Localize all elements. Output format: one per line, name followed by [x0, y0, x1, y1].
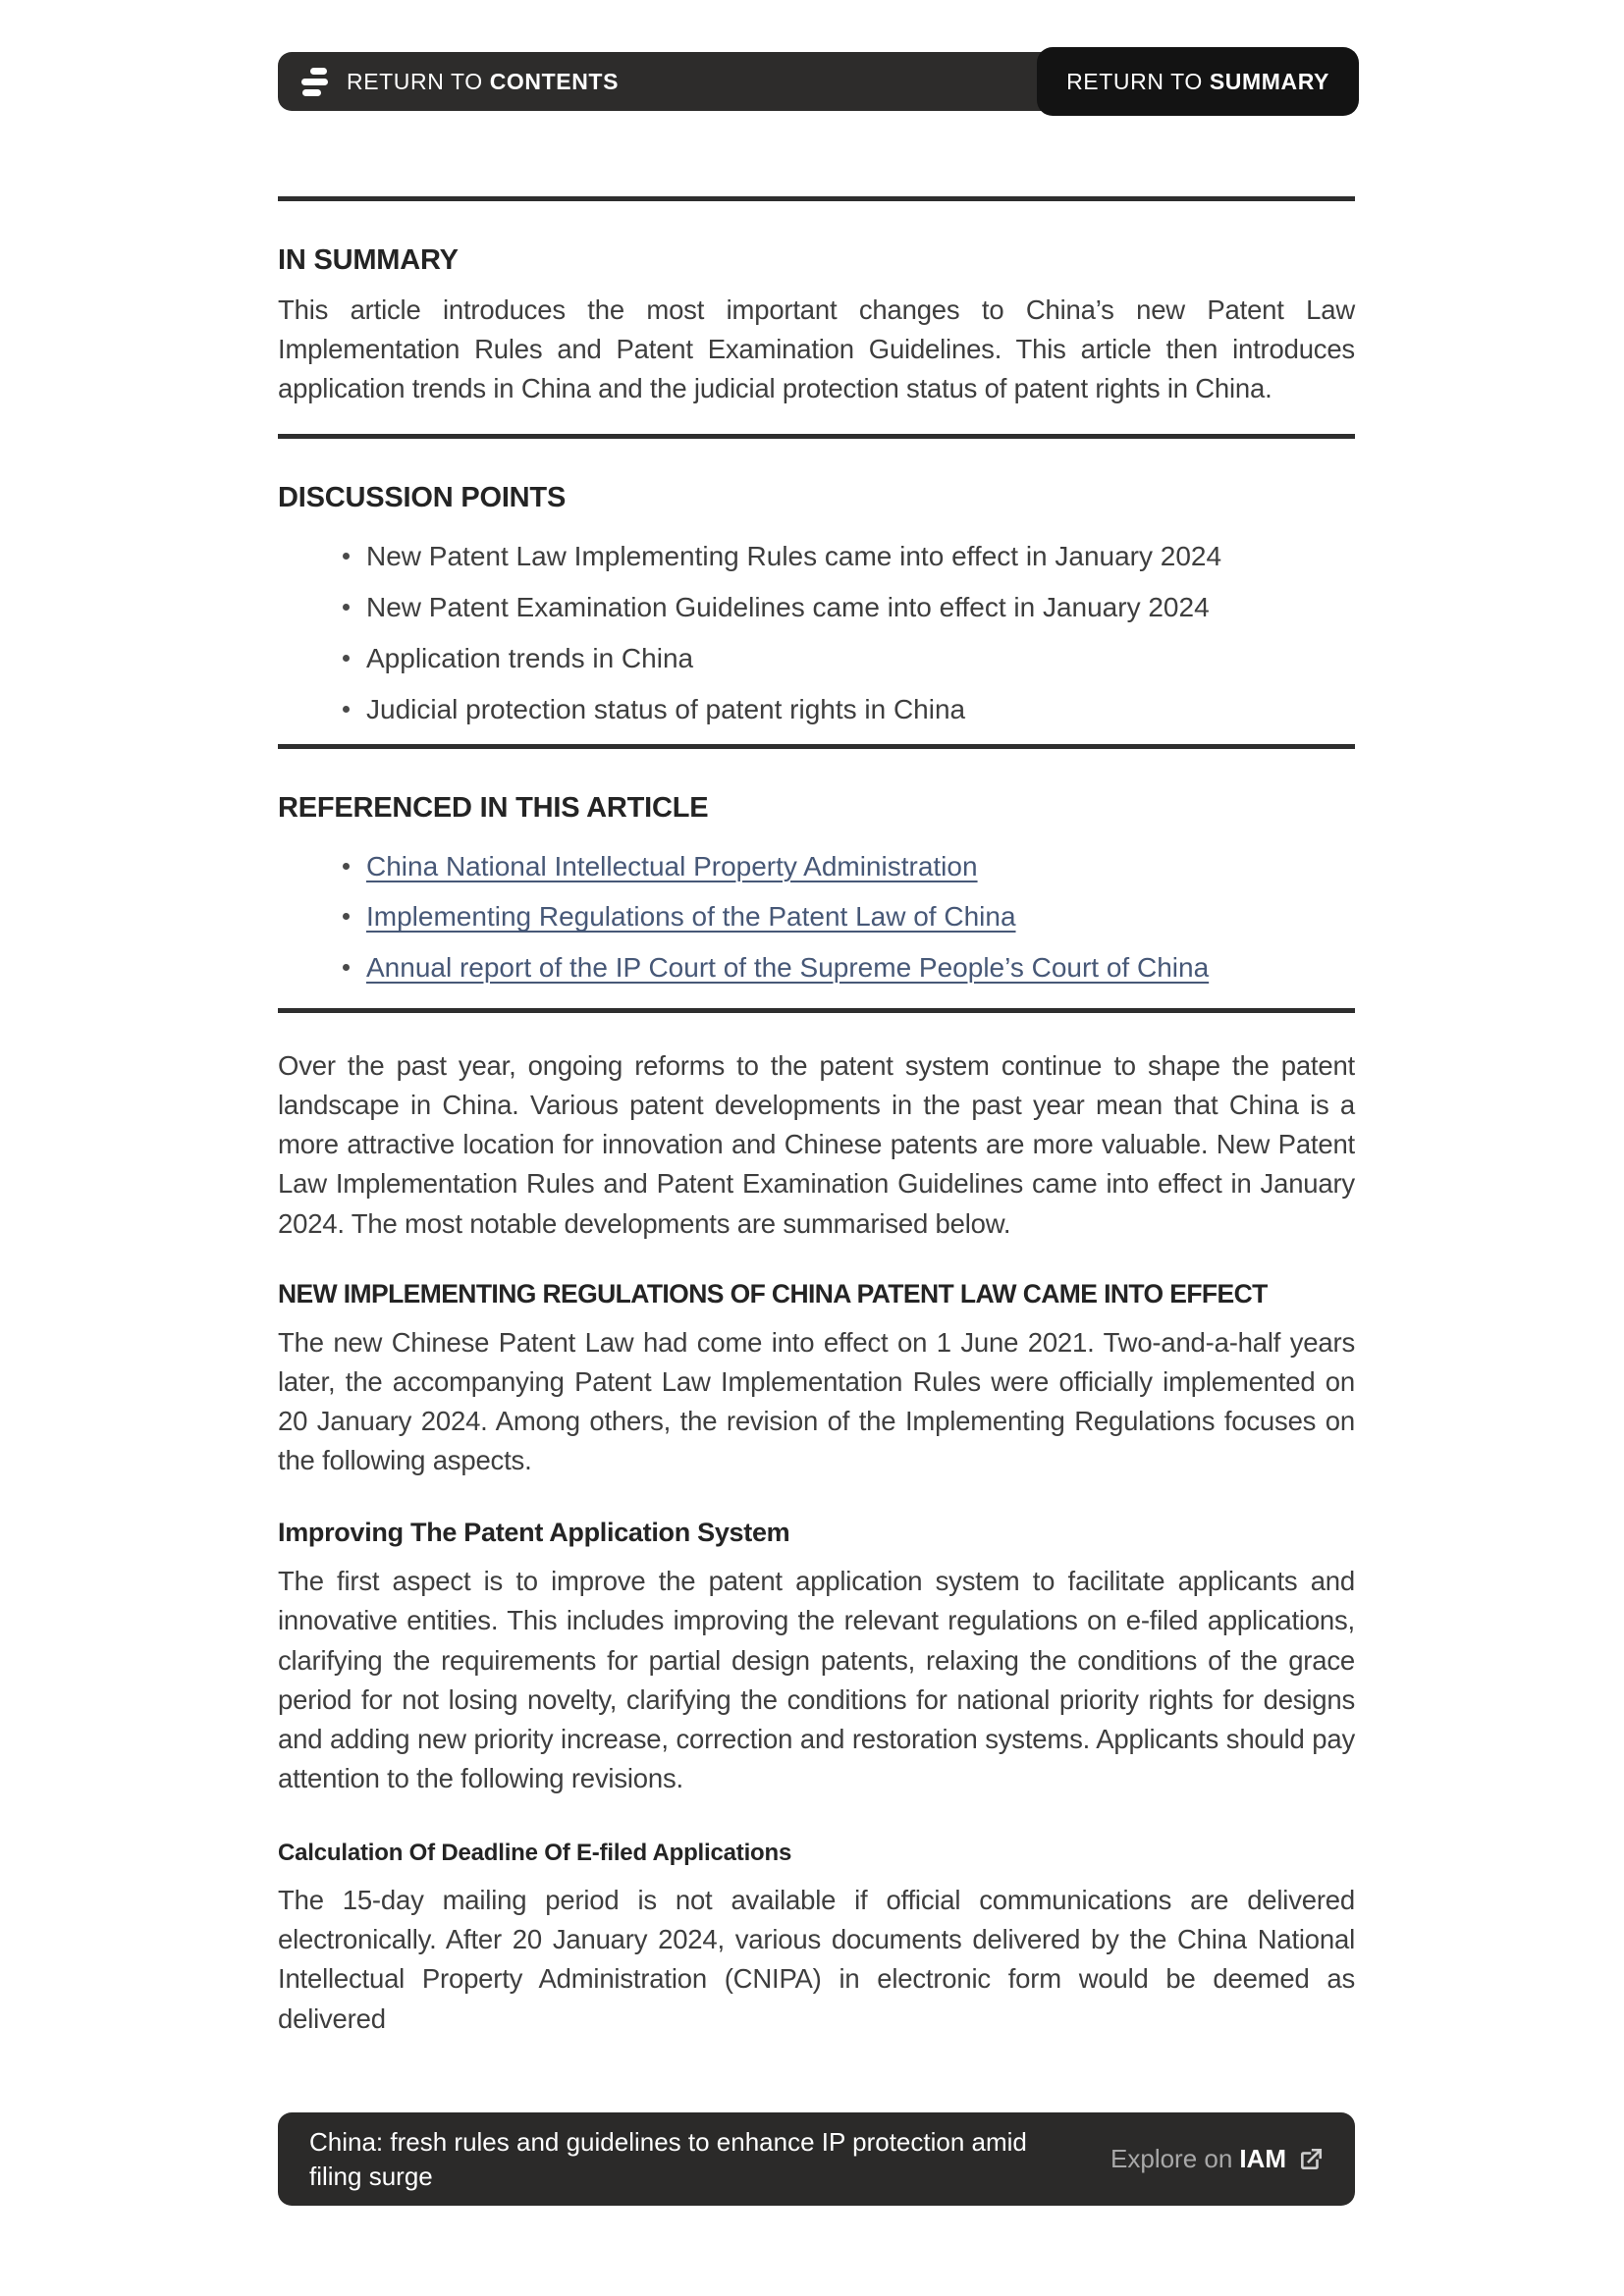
- bullet-icon: [343, 964, 350, 971]
- discussion-point: Judicial protection status of patent rights in China: [366, 693, 966, 724]
- list-item: [278, 949, 1355, 987]
- article-paragraph: The first aspect is to improve the patent application system to facilitate applicants and innovative entities. This includes improving the relevant regulations on e-filed applications, clarifying the requirements for partial design patents, relaxing the conditions of the grace period for not losing novelty, clarifying the conditions for national priority rights for designs and adding new priority increase, correction and restoration systems. Applicants should pay attention to the following revisions.: [278, 1566, 1355, 1793]
- contents-list-icon: [301, 68, 331, 96]
- explore-on-iam-link[interactable]: [1110, 2144, 1324, 2174]
- section-divider: [278, 1008, 1355, 1013]
- article-subheading: Improving The Patent Application System: [278, 1518, 790, 1548]
- in-summary-text: This article introduces the most important changes to China’s new Patent Law Implementation Rules and Patent Examination Guidelines. This article then introduces application trends in China and the judicial protection status of patent rights in China.: [278, 294, 1355, 404]
- external-link-icon: [1298, 2147, 1324, 2172]
- article-paragraph: The new Chinese Patent Law had come into effect on 1 June 2021. Two-and-a-half years later, the accompanying Patent Law Implementation Rules were officially implemented on 20 January 2024. Among others, the revision of the Implementing Regulations focuses on the following aspects.: [278, 1326, 1355, 1476]
- referenced-links-list: [278, 848, 1355, 987]
- discussion-point: New Patent Examination Guidelines came into effect in January 2024: [366, 592, 1210, 623]
- discussion-points-heading: DISCUSSION POINTS: [278, 482, 567, 514]
- bullet-icon: [343, 913, 350, 920]
- return-to-summary-label: RETURN TO SUMMARY: [1066, 68, 1329, 94]
- list-item: [278, 640, 1355, 677]
- list-item: [278, 538, 1355, 575]
- article-subsubheading: Calculation Of Deadline Of E-filed Applications: [278, 1840, 792, 1867]
- return-to-contents-label: RETURN TO CONTENTS: [347, 68, 620, 94]
- in-summary-heading: IN SUMMARY: [278, 244, 459, 276]
- discussion-point: New Patent Law Implementing Rules came into effect in January 2024: [366, 541, 1222, 572]
- list-item: [278, 898, 1355, 935]
- list-item: [278, 848, 1355, 885]
- discussion-point: Application trends in China: [366, 643, 694, 674]
- footer-article-title: China: fresh rules and guidelines to enhance IP protection amid filing surge: [309, 2127, 1027, 2191]
- return-to-summary-button[interactable]: [1037, 47, 1359, 116]
- bullet-icon: [343, 553, 350, 560]
- section-divider: [278, 196, 1355, 201]
- section-divider: [278, 744, 1355, 749]
- explore-on-label: Explore on: [1110, 2144, 1233, 2173]
- article-main-heading: NEW IMPLEMENTING REGULATIONS OF CHINA PATENT LAW CAME INTO EFFECT: [278, 1278, 1268, 1308]
- bullet-icon: [343, 604, 350, 611]
- reference-link[interactable]: Annual report of the IP Court of the Supreme People’s Court of China: [366, 952, 1210, 984]
- top-nav-bar: [278, 52, 1355, 111]
- list-item: [278, 691, 1355, 728]
- discussion-points-list: [278, 538, 1355, 727]
- bullet-icon: [343, 863, 350, 870]
- referenced-heading: REFERENCED IN THIS ARTICLE: [278, 791, 709, 824]
- iam-brand-label: IAM: [1239, 2144, 1286, 2173]
- article-paragraph: The 15-day mailing period is not available if official communications are delivered electronically. After 20 January 2024, various documents delivered by the China National Intellectual Property Administration (CNIPA) in electronic form would be deemed as delivered: [278, 1885, 1355, 2034]
- list-item: [278, 589, 1355, 626]
- reference-link[interactable]: Implementing Regulations of the Patent Law of China: [366, 901, 1016, 933]
- bullet-icon: [343, 706, 350, 713]
- return-to-contents-button[interactable]: [278, 68, 619, 96]
- bullet-icon: [343, 655, 350, 662]
- section-divider: [278, 434, 1355, 439]
- footer-bar: [278, 2112, 1355, 2206]
- article-intro-paragraph: Over the past year, ongoing reforms to the patent system continue to shape the patent landscape in China. Various patent developments in the past year mean that China is a more attractive location for innovation and Chinese patents are more valuable. New Patent Law Implementation Rules and Patent Examination Guidelines came into effect in January 2024. The most notable developments are summarised below.: [278, 1050, 1355, 1239]
- reference-link[interactable]: China National Intellectual Property Administration: [366, 850, 978, 881]
- page-column: [278, 0, 1355, 2039]
